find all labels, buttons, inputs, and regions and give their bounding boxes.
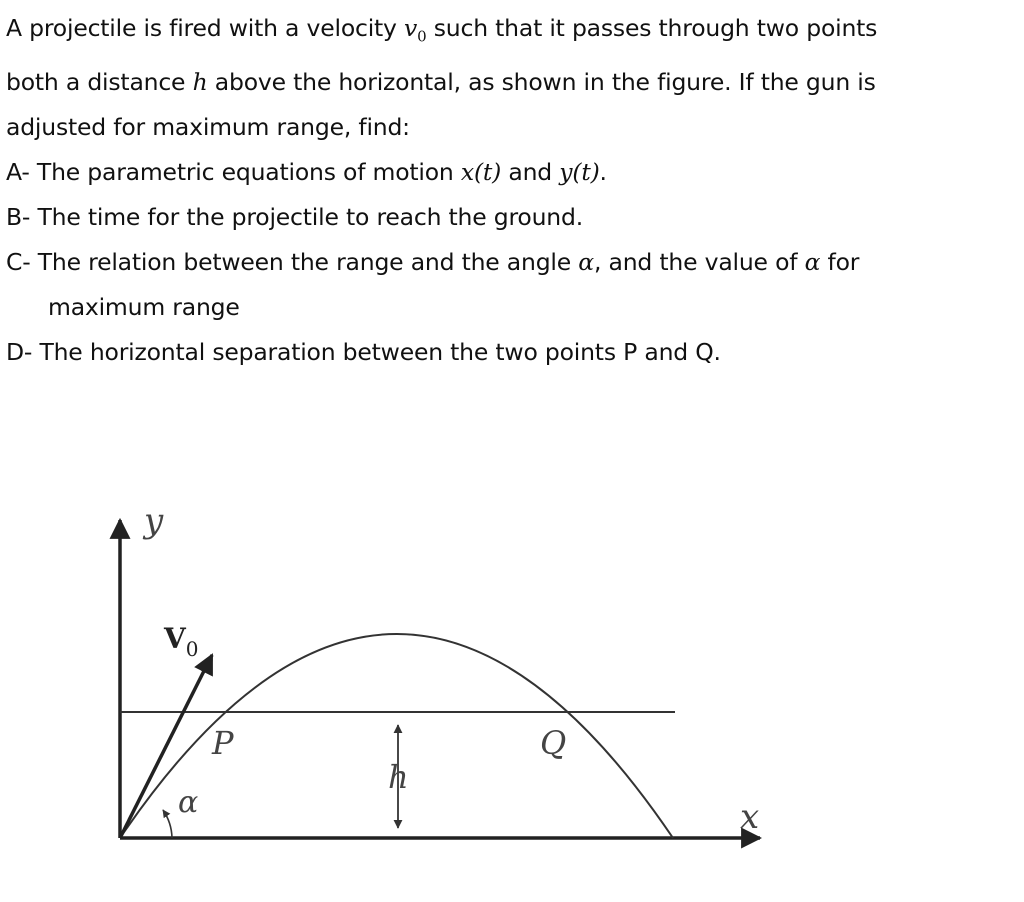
alpha-symbol: α [578,247,594,276]
intro-text: A projectile is fired with a velocity [6,14,405,42]
question-item-d: D- The horizontal separation between the two points P and Q. [6,330,1018,375]
intro-line-3 [6,105,1018,150]
h-label: h [388,758,409,796]
y-of-t: y(t) [559,157,600,186]
question-item-c-continued: maximum range [48,292,240,321]
projectile-figure [100,490,780,870]
h-symbol: h [192,67,208,96]
question-item-b: B- The time for the projectile to reach the ground. [6,195,1018,240]
trajectory-curve [120,634,673,838]
problem-statement [6,6,1018,375]
question-item-c: C- The relation between the range and the angle α, and the value of α for [6,240,1018,285]
intro-line-2 [6,60,1018,105]
intro-text: adjusted for maximum range, find: [6,112,410,141]
alpha-label: α [178,785,199,820]
intro-text: both a distance [6,67,193,96]
y-axis-label: y [144,501,164,541]
x-axis-label: x [740,797,760,837]
angle-arc [163,810,172,838]
question-item-a: A- The parametric equations of motion x(t) and y(t). [6,150,1018,195]
intro-text: such that it passes through two points [426,14,878,42]
point-q-label: Q [540,724,567,762]
item-letter: C- [6,247,31,276]
point-p-label: P [212,724,234,762]
item-letter: D- [6,337,33,366]
v0-label: $V_0$ [164,622,199,661]
v0-symbol: $v_0$ [404,14,427,46]
item-letter: A- [6,157,30,186]
item-letter: B- [6,202,31,231]
alpha-symbol: α [804,247,821,276]
x-of-t: x(t) [460,157,502,186]
intro-text: above the horizontal, as shown in the figure. If the gun is [207,67,876,96]
intro-line-1 [6,6,1018,60]
